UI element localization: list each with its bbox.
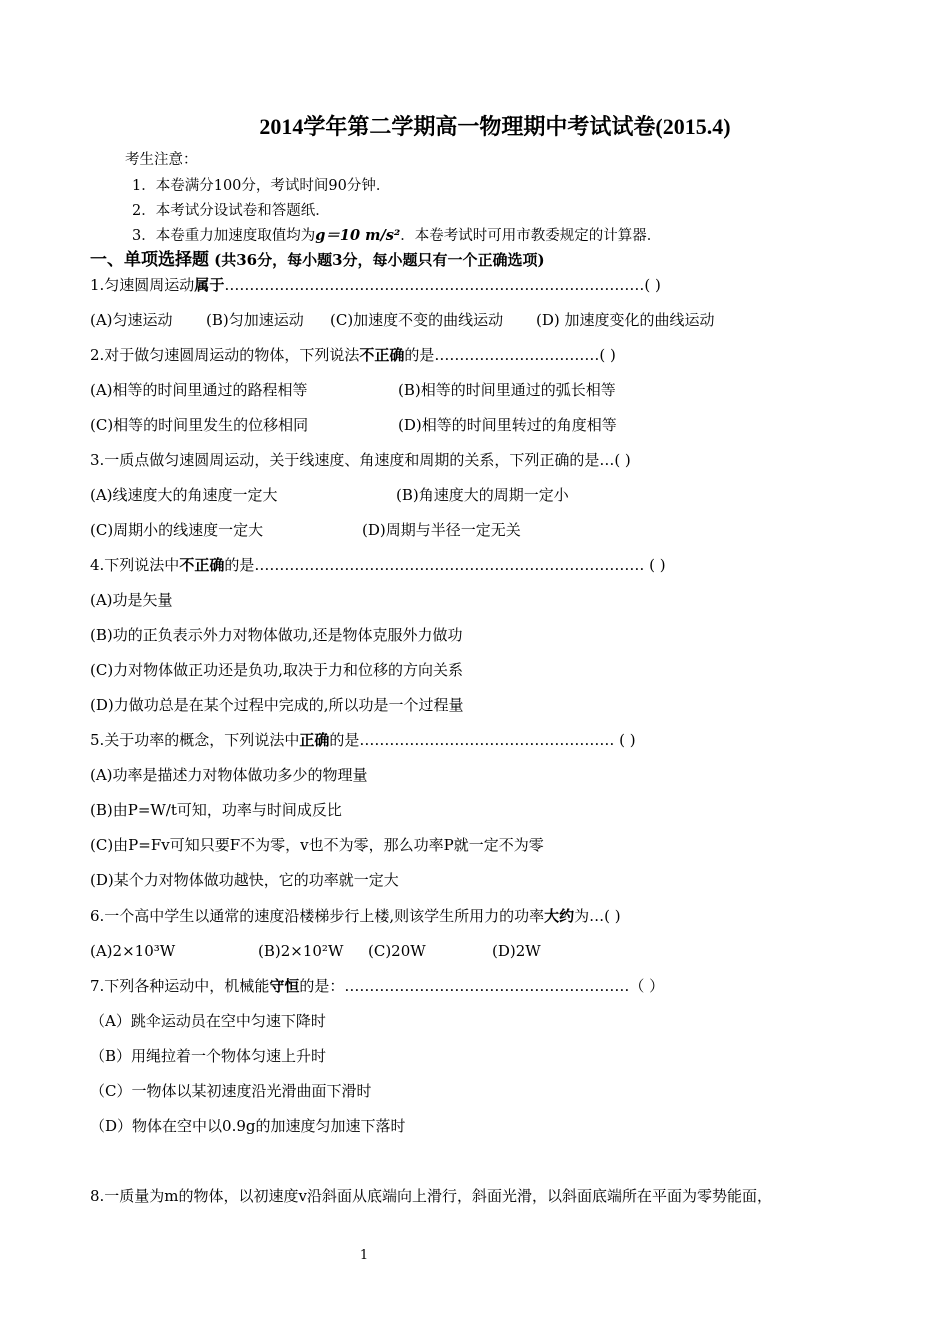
question-6-text: 6.一个高中学生以通常的速度沿楼梯步行上楼,则该学生所用力的功率 xyxy=(90,907,545,925)
q6-option-c: (C)20W xyxy=(368,942,426,960)
question-1-blank: …………………………………………………………………………( ) xyxy=(224,276,661,294)
q6-option-d: (D)2W xyxy=(492,942,541,960)
page-number: 1 xyxy=(359,1248,369,1263)
q7-option-d: （D）物体在空中以0.9g的加速度匀加速下落时 xyxy=(90,1117,406,1135)
q3-option-d: (D)周期与半径一定无关 xyxy=(362,521,521,539)
question-7-keyword: 守恒 xyxy=(269,977,300,995)
q5-option-d: (D)某个力对物体做功越快，它的功率就一定大 xyxy=(90,871,399,889)
q5-option-b: (B)由P=W/t可知，功率与时间成反比 xyxy=(90,801,342,819)
notice-gravity-value: g＝10 m/s² xyxy=(315,227,401,244)
exam-title: 2014学年第二学期高一物理期中考试试卷(2015.4) xyxy=(259,114,731,139)
question-3: 3.一质点做匀速圆周运动，关于线速度、角速度和周期的关系，下列正确的是…( ) xyxy=(90,451,631,469)
question-7-blank: 的是：…………………………………………………（ ） xyxy=(299,977,665,995)
q1-option-d: (D) 加速度变化的曲线运动 xyxy=(536,311,715,329)
q2-option-a: (A)相等的时间里通过的路程相等 xyxy=(90,381,308,399)
notice-heading: 考生注意： xyxy=(125,152,198,168)
q6-option-a: (A)2×10³W xyxy=(90,942,176,960)
question-5-blank: 的是…………………………………………… ( ) xyxy=(329,731,636,749)
q3-option-a: (A)线速度大的角速度一定大 xyxy=(90,486,278,504)
question-7 xyxy=(90,976,664,996)
q4-option-d: (D)力做功总是在某个过程中完成的,所以功是一个过程量 xyxy=(90,696,464,714)
q7-option-b: （B）用绳拉着一个物体匀速上升时 xyxy=(90,1047,327,1065)
notice-item-1: 1．本卷满分100分，考试时间90分钟． xyxy=(132,178,391,194)
notice-item-3 xyxy=(132,226,661,246)
question-7-text: 7.下列各种运动中，机械能 xyxy=(90,977,270,995)
q2-option-b: (B)相等的时间里通过的弧长相等 xyxy=(398,381,616,399)
question-2-text: 2.对于做匀速圆周运动的物体，下列说法 xyxy=(90,346,360,364)
question-2-blank: 的是……………………………( ) xyxy=(404,346,616,364)
q3-option-c: (C)周期小的线速度一定大 xyxy=(90,521,264,539)
notice-item-2: 2．本考试分设试卷和答题纸． xyxy=(132,203,330,219)
q1-option-c: (C)加速度不变的曲线运动 xyxy=(330,311,504,329)
notice-item-3-pre: 3．本卷重力加速度取值均为 xyxy=(132,228,316,244)
q2-option-c: (C)相等的时间里发生的位移相同 xyxy=(90,416,309,434)
question-5-text: 5.关于功率的概念，下列说法中 xyxy=(90,731,300,749)
question-4-keyword: 不正确 xyxy=(179,556,225,574)
q3-option-b: (B)角速度大的周期一定小 xyxy=(396,486,569,504)
question-8: 8.一质量为m的物体，以初速度v沿斜面从底端向上滑行，斜面光滑，以斜面底端所在平面为零势能面， xyxy=(90,1187,773,1205)
section-1-note: (共36分，每小题3分，每小题只有一个正确选项) xyxy=(214,251,545,269)
question-2-options-row-2 xyxy=(90,415,890,435)
question-6-blank: 为…( ) xyxy=(574,907,621,925)
question-4-blank: 的是…………………………………………………………………… ( ) xyxy=(224,556,666,574)
question-3-options-row-2 xyxy=(90,520,890,540)
question-6-options xyxy=(90,941,890,961)
question-1-text: 1.匀速圆周运动 xyxy=(90,276,195,294)
section-1-heading xyxy=(90,250,545,270)
question-2-options-row-1 xyxy=(90,380,890,400)
question-5-keyword: 正确 xyxy=(299,731,330,749)
question-1 xyxy=(90,275,661,295)
question-2-keyword: 不正确 xyxy=(359,346,405,364)
question-2 xyxy=(90,345,616,365)
question-6 xyxy=(90,906,621,926)
question-4 xyxy=(90,555,666,575)
question-1-options xyxy=(90,310,890,330)
notice-item-3-post: ．本卷考试时可用市教委规定的计算器． xyxy=(400,228,662,244)
question-3-options-row-1 xyxy=(90,485,890,505)
q4-option-c: (C)力对物体做正功还是负功,取决于力和位移的方向关系 xyxy=(90,661,463,679)
q2-option-d: (D)相等的时间里转过的角度相等 xyxy=(398,416,617,434)
question-4-text: 4.下列说法中 xyxy=(90,556,180,574)
question-5 xyxy=(90,730,636,750)
q1-option-a: (A)匀速运动 xyxy=(90,311,173,329)
q5-option-a: (A)功率是描述力对物体做功多少的物理量 xyxy=(90,766,368,784)
question-1-keyword: 属于 xyxy=(194,276,225,294)
q4-option-b: (B)功的正负表示外力对物体做功,还是物体克服外力做功 xyxy=(90,626,463,644)
q7-option-c: （C）一物体以某初速度沿光滑曲面下滑时 xyxy=(90,1082,372,1100)
q7-option-a: （A）跳伞运动员在空中匀速下降时 xyxy=(90,1012,326,1030)
q1-option-b: (B)匀加速运动 xyxy=(206,311,304,329)
question-6-keyword: 大约 xyxy=(544,907,575,925)
section-1-title: 一、单项选择题 xyxy=(90,250,209,270)
q6-option-b: (B)2×10²W xyxy=(258,942,344,960)
q4-option-a: (A)功是矢量 xyxy=(90,591,173,609)
q5-option-c: (C)由P=Fv可知只要F不为零，v也不为零，那么功率P就一定不为零 xyxy=(90,836,544,854)
